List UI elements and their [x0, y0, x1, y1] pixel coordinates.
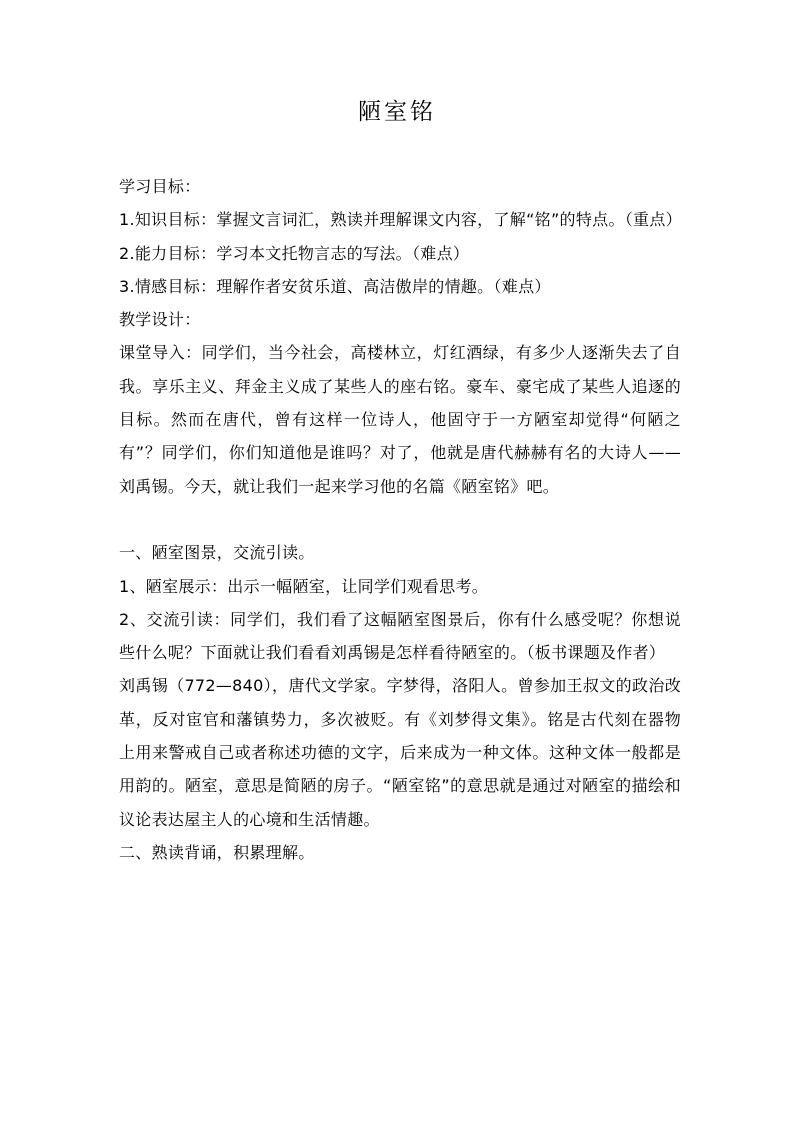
- learning-goals-heading: 学习目标：: [119, 177, 201, 196]
- section-two-heading: 二、熟读背诵，积累理解。: [119, 842, 315, 862]
- blank-line: [119, 503, 681, 536]
- teaching-design-heading: 教学设计：: [119, 310, 201, 330]
- learning-goal-emotion: 3.情感目标：理解作者安贫乐道、高洁傲岸的情趣。（难点）: [119, 276, 551, 296]
- learning-goal-ability: 2.能力目标：学习本文托物言志的写法。（难点）: [119, 243, 470, 263]
- section-one-heading: 一、陋室图景，交流引读。: [119, 543, 315, 563]
- document-body: [119, 170, 681, 869]
- section-one-step2: 2、交流引读：同学们，我们看了这幅陋室图景后，你有什么感受呢？你想说些什么呢？下面就让我们看看刘禹锡是怎样看待陋室的。（板书课题及作者）: [119, 609, 681, 663]
- page-title: 陋室铭: [358, 99, 436, 125]
- class-intro-paragraph: 课堂导入：同学们，当今社会，高楼林立，灯红酒绿，有多少人逐渐失去了自我。享乐主义、拜金主义成了某些人的座右铭。豪车、豪宅成了某些人追逐的目标。然而在唐代，曾有这样一位诗人，他固守于一方陋室却觉得“何陋之有”？同学们，你们知道他是谁吗？对了，他就是唐代赫赫有名的大诗人——刘禹锡。今天，就让我们一起来学习他的名篇《陋室铭》吧。: [119, 343, 681, 496]
- author-intro-paragraph: 刘禹锡（772—840），唐代文学家。字梦得，洛阳人。曾参加王叔文的政治改革，反对宦官和藩镇势力，多次被贬。有《刘梦得文集》。铭是古代刻在器物上用来警戒自己或者称述功德的文字，后来成为一种文体。这种文体一般都是用韵的。陋室，意思是简陋的房子。“陋室铭”的意思就是通过对陋室的描绘和议论表达屋主人的心境和生活情趣。: [119, 676, 681, 829]
- section-one-step1: 1、陋室展示：出示一幅陋室，让同学们观看思考。: [119, 576, 489, 596]
- learning-goal-knowledge: 1.知识目标：掌握文言词汇，熟读并理解课文内容，了解“铭”的特点。（重点）: [119, 210, 682, 230]
